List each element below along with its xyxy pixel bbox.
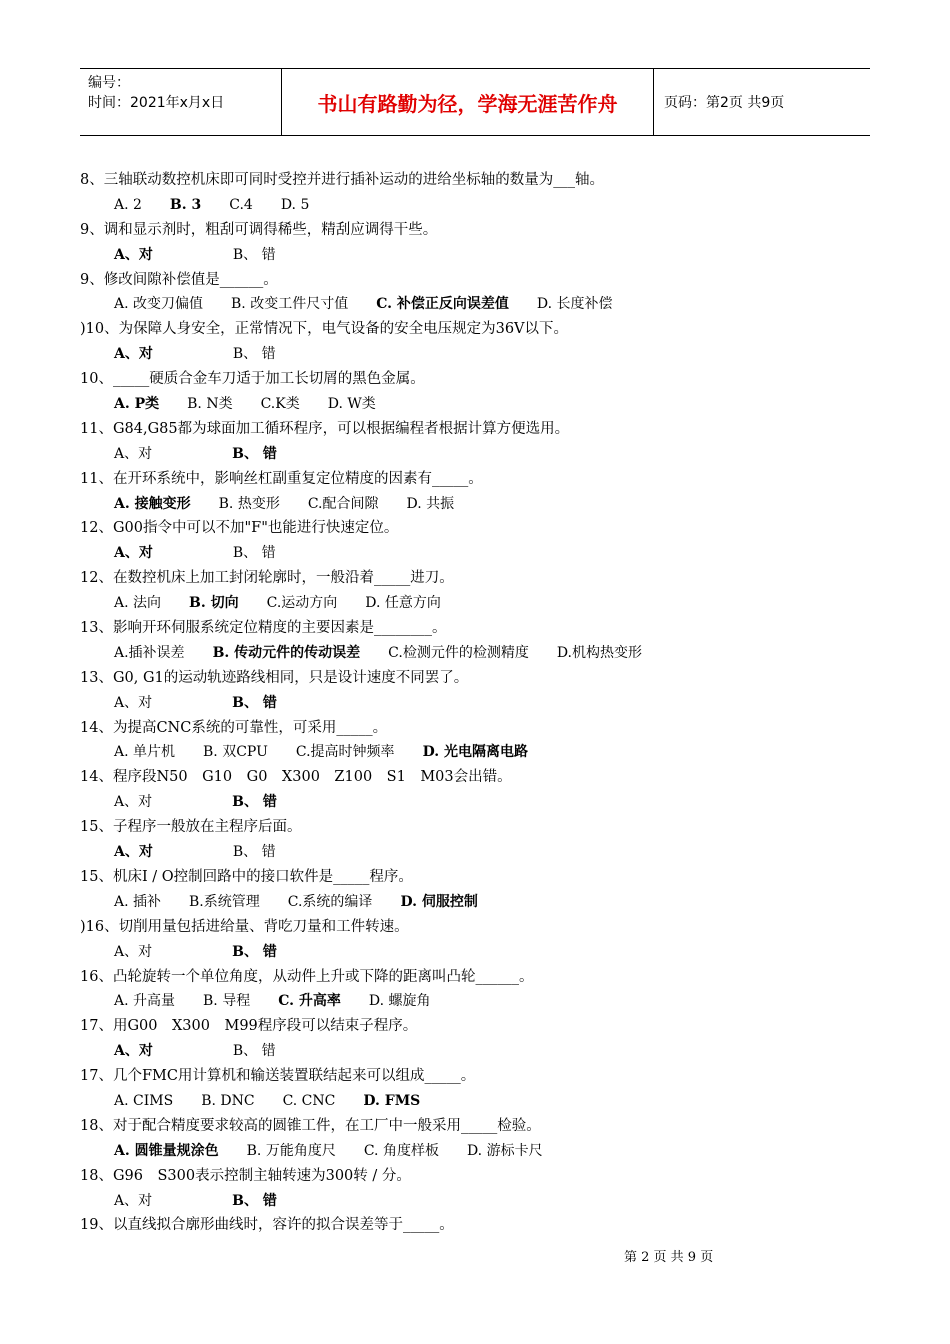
answer-option: A、对: [114, 1192, 153, 1209]
answer-option: C.提高时钟频率: [295, 744, 395, 761]
answer-option-correct: A. P类: [114, 396, 160, 413]
answer-option-correct: A、对: [114, 844, 153, 861]
answer-option: C.检测元件的检测精度: [388, 644, 529, 661]
question-text: 9、修改间隙补偿值是______。: [80, 271, 278, 288]
answer-option-correct: A、对: [114, 346, 153, 363]
question-text: 19、以直线拟合廓形曲线时，容许的拟合误差等于_____。: [80, 1217, 454, 1234]
question-text: 12、G00指令中可以不加"F"也能进行快速定位。: [80, 520, 399, 537]
code-label: 编号：: [88, 75, 130, 91]
answer-option: B. 万能角度尺: [246, 1142, 336, 1159]
answer-option: D.机构热变形: [556, 644, 643, 661]
header-meta: [80, 69, 282, 135]
answer-option-correct: B、 错: [232, 445, 277, 462]
answer-option: C.4: [229, 196, 253, 213]
header-page-number: 页码：第2页 共9页: [664, 95, 785, 111]
answer-option: A、对: [114, 694, 153, 711]
answer-option-correct: A. 圆锥量规涂色: [114, 1142, 219, 1159]
answer-option-correct: C. 升高率: [278, 993, 341, 1010]
answer-option: D. 长度补偿: [536, 296, 613, 313]
answer-options: [80, 840, 870, 865]
answer-options: [80, 392, 870, 417]
answer-option-correct: A. 接触变形: [114, 495, 191, 512]
question-text: 16、凸轮旋转一个单位角度，从动件上升或下降的距离叫凸轮______。: [80, 968, 534, 985]
answer-option: A、对: [114, 943, 153, 960]
question-text: )16、切削用量包括进给量、背吃刀量和工件转速。: [80, 918, 409, 935]
question-text: 11、G84,G85都为球面加工循环程序，可以根据编程者根据计算方便选用。: [80, 420, 570, 437]
answer-options: [80, 1039, 870, 1064]
answer-options: [80, 243, 870, 268]
question-text: 9、调和显示剂时，粗刮可调得稀些，精刮应调得干些。: [80, 221, 438, 238]
answer-options: [80, 1089, 870, 1114]
answer-option-correct: D. FMS: [363, 1092, 421, 1109]
answer-option: B. 热变形: [218, 495, 280, 512]
answer-options: [80, 342, 870, 367]
answer-option: B. DNC: [201, 1092, 255, 1109]
answer-option: B. 双CPU: [203, 744, 268, 761]
answer-option-correct: A、对: [114, 246, 153, 263]
answer-options: [80, 1139, 870, 1164]
answer-options: [80, 890, 870, 915]
answer-option-correct: B. 3: [169, 196, 202, 213]
question-text: 12、在数控机床上加工封闭轮廓时，一般沿着_____进刀。: [80, 570, 454, 587]
answer-option: C. CNC: [282, 1092, 336, 1109]
answer-option: B、 错: [232, 246, 276, 263]
answer-option: D. 任意方向: [365, 595, 441, 612]
answer-option: B、 错: [232, 346, 276, 363]
answer-options: [80, 442, 870, 467]
answer-option-correct: A、对: [114, 545, 153, 562]
answer-options: [80, 591, 870, 616]
answer-option-correct: B、 错: [232, 694, 277, 711]
answer-option: C. 角度样板: [363, 1142, 439, 1159]
question-text: 13、G0, G1的运动轨迹路线相同，只是设计速度不同罢了。: [80, 669, 469, 686]
answer-options: [80, 940, 870, 965]
answer-option: B、 错: [232, 1043, 276, 1060]
answer-option-correct: C. 补偿正反向误差值: [376, 296, 509, 313]
question-text: 18、对于配合精度要求较高的圆锥工件，在工厂中一般采用_____检验。: [80, 1117, 541, 1134]
answer-options: [80, 292, 870, 317]
answer-option: A、对: [114, 445, 153, 462]
answer-options: [80, 541, 870, 566]
question-text: 15、子程序一般放在主程序后面。: [80, 819, 302, 836]
answer-options: [80, 790, 870, 815]
answer-option: C.系统的编译: [287, 893, 373, 910]
page-header: [80, 68, 870, 136]
answer-option: B、 错: [232, 844, 276, 861]
answer-option: D. W类: [327, 396, 376, 413]
answer-option-correct: B. 切向: [189, 595, 239, 612]
answer-option: D. 游标卡尺: [466, 1142, 543, 1159]
answer-option-correct: A、对: [114, 1043, 153, 1060]
question-list: [80, 168, 870, 1238]
answer-option: B、 错: [232, 545, 276, 562]
answer-option-correct: B、 错: [232, 943, 277, 960]
answer-option-correct: D. 光电隔离电路: [422, 744, 528, 761]
answer-options: [80, 740, 870, 765]
answer-option: C.配合间隙: [307, 495, 379, 512]
question-text: 18、G96 S300表示控制主轴转速为300转 / 分。: [80, 1167, 411, 1184]
question-text: 17、几个FMC用计算机和输送装置联结起来可以组成_____。: [80, 1068, 476, 1085]
question-text: 8、三轴联动数控机床即可同时受控并进行插补运动的进给坐标轴的数量为___轴。: [80, 172, 604, 188]
header-motto: 书山有路勤为径，学海无涯苦作舟: [282, 69, 654, 135]
answer-option: B. 导程: [203, 993, 251, 1010]
question-text: )10、为保障人身安全，正常情况下，电气设备的安全电压规定为36V以下。: [80, 321, 569, 338]
question-text: 11、在开环系统中，影响丝杠副重复定位精度的因素有_____。: [80, 470, 483, 487]
answer-option: A. 升高量: [114, 993, 176, 1010]
answer-option: A. 2: [114, 196, 142, 213]
answer-option: A. 插补: [114, 893, 162, 910]
answer-options: [80, 1189, 870, 1214]
answer-option-correct: B. 传动元件的传动误差: [212, 644, 361, 661]
answer-option: A. 法向: [114, 595, 162, 612]
question-text: 17、用G00 X300 M99程序段可以结束子程序。: [80, 1018, 418, 1035]
question-text: 15、机床I / O控制回路中的接口软件是_____程序。: [80, 868, 413, 885]
answer-option: D. 螺旋角: [368, 993, 431, 1010]
answer-option: B. 改变工件尺寸值: [231, 296, 349, 313]
answer-options: [80, 193, 870, 218]
answer-option: A. 单片机: [114, 744, 176, 761]
answer-option: D. 5: [280, 196, 310, 213]
answer-option: C.K类: [260, 396, 300, 413]
answer-options: [80, 989, 870, 1014]
answer-option: A. CIMS: [114, 1092, 174, 1109]
answer-option-correct: D. 伺服控制: [400, 893, 478, 910]
answer-option: B. N类: [187, 396, 233, 413]
answer-option-correct: B、 错: [232, 1192, 277, 1209]
question-text: 14、程序段N50 G10 G0 X300 Z100 S1 M03会出错。: [80, 769, 512, 786]
answer-options: [80, 641, 870, 666]
answer-option: A.插补误差: [114, 644, 185, 661]
answer-option: A、对: [114, 794, 153, 811]
date-text: 时间：2021年x月x日: [88, 95, 225, 111]
answer-option: C.运动方向: [266, 595, 338, 612]
answer-option: D. 共振: [406, 495, 455, 512]
answer-options: [80, 492, 870, 517]
answer-option-correct: B、 错: [232, 794, 277, 811]
answer-options: [80, 691, 870, 716]
question-text: 10、_____硬质合金车刀适于加工长切屑的黑色金属。: [80, 371, 425, 388]
question-text: 13、影响开环伺服系统定位精度的主要因素是________。: [80, 620, 447, 637]
footer-page-number: 第 2 页 共 9 页: [624, 1250, 714, 1265]
answer-option: A. 改变刀偏值: [114, 296, 204, 313]
question-text: 14、为提高CNC系统的可靠性，可采用_____。: [80, 719, 388, 736]
answer-option: B.系统管理: [189, 893, 260, 910]
